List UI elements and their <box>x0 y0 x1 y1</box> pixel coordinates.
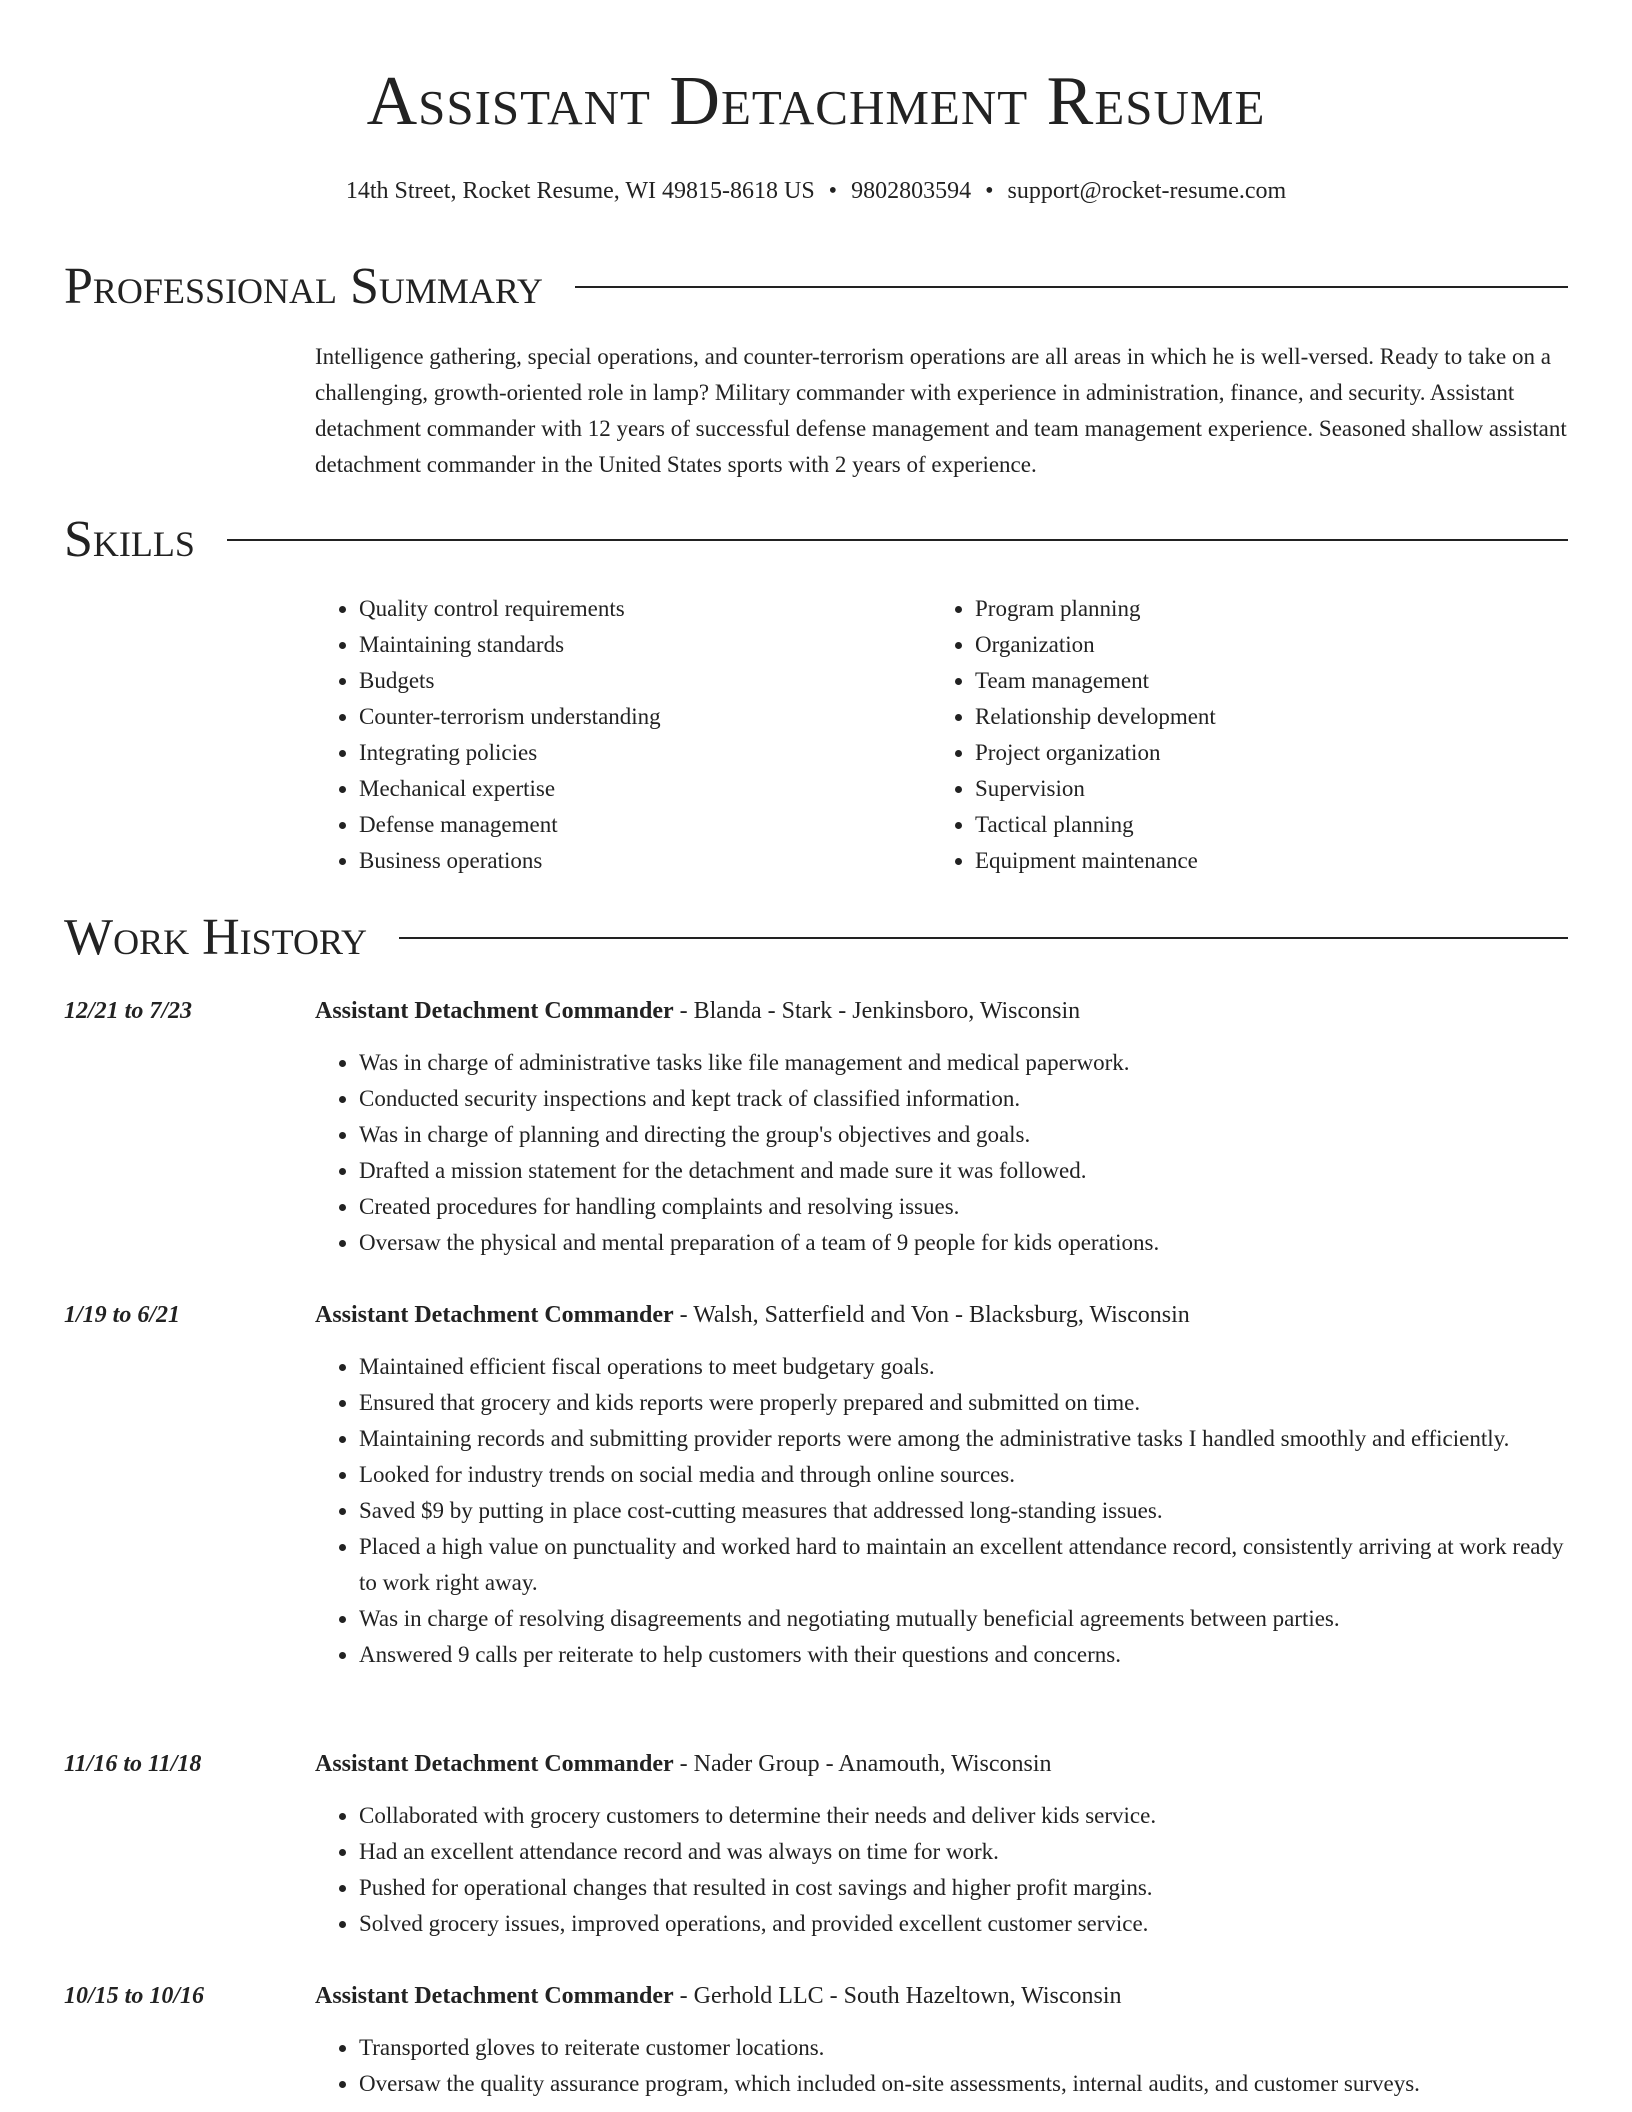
skill-item: • Defense management <box>359 807 931 843</box>
job-heading <box>315 1297 1568 1333</box>
skill-item: • Relationship development <box>975 699 1547 735</box>
job-heading <box>315 993 1568 1029</box>
job-employer: - Walsh, Satterfield and Von - Blacksburg, Wisconsin <box>673 1302 1190 1328</box>
job-bullet: • Ensured that grocery and kids reports were properly prepared and submitted on time. <box>359 1385 1568 1421</box>
job-bullet: • Looked for industry trends on social media and through online sources. <box>359 1457 1568 1493</box>
skill-item: • Counter-terrorism understanding <box>359 699 931 735</box>
section-divider <box>575 286 1568 288</box>
job-dates: 11/16 to 11/18 <box>64 1751 202 1777</box>
summary-section-header <box>64 254 1568 320</box>
job-employer: - Nader Group - Anamouth, Wisconsin <box>673 1751 1052 1777</box>
job-bullets <box>315 1798 1568 1942</box>
skill-item: • Program planning <box>975 591 1547 627</box>
skill-item: • Equipment maintenance <box>975 843 1547 879</box>
job-bullet: • Pushed for operational changes that resulted in cost savings and higher profit margins. <box>359 1870 1568 1906</box>
job-bullet: • Maintained efficient fiscal operations to meet budgetary goals. <box>359 1349 1568 1385</box>
job-title: Assistant Detachment Commander <box>315 1302 674 1328</box>
section-divider <box>227 539 1568 541</box>
contact-phone: 9802803594 <box>851 178 972 204</box>
resume-title: Assistant Detachment Resume <box>366 63 1266 140</box>
skill-item: • Integrating policies <box>359 735 931 771</box>
job-bullet: • Placed a high value on punctuality and worked hard to maintain an excellent attendance record, consistently arriving at work ready to work right away. <box>359 1529 1568 1601</box>
job-bullet: • Was in charge of administrative tasks like file management and medical paperwork. <box>359 1045 1568 1081</box>
job-bullet: • Conducted security inspections and kept track of classified information. <box>359 1081 1568 1117</box>
job-title: Assistant Detachment Commander <box>315 998 674 1024</box>
skill-item: • Maintaining standards <box>359 627 931 663</box>
job-bullets <box>315 2030 1568 2102</box>
job-employer: - Blanda - Stark - Jenkinsboro, Wisconsin <box>673 998 1081 1024</box>
job-bullet: • Oversaw the physical and mental preparation of a team of 9 people for kids operations. <box>359 1225 1568 1261</box>
job-bullet: • Solved grocery issues, improved operations, and provided excellent customer service. <box>359 1906 1568 1942</box>
skills-column-right <box>931 591 1547 879</box>
job-bullet: • Created procedures for handling complaints and resolving issues. <box>359 1189 1568 1225</box>
job-bullet: • Transported gloves to reiterate customer locations. <box>359 2030 1568 2066</box>
job-heading <box>315 1978 1568 2014</box>
job-title: Assistant Detachment Commander <box>315 1983 674 2009</box>
skills-list <box>315 591 1568 879</box>
skill-item: • Budgets <box>359 663 931 699</box>
job-bullet: • Had an excellent attendance record and was always on time for work. <box>359 1834 1568 1870</box>
job-bullet: • Was in charge of resolving disagreements and negotiating mutually beneficial agreements between parties. <box>359 1601 1568 1637</box>
job-bullet: • Was in charge of planning and directing the group's objectives and goals. <box>359 1117 1568 1153</box>
section-title-skills: Skills <box>64 511 195 568</box>
job-bullet: • Drafted a mission statement for the detachment and made sure it was followed. <box>359 1153 1568 1189</box>
job-dates: 10/15 to 10/16 <box>64 1983 205 2009</box>
job-bullet: • Saved $9 by putting in place cost-cutting measures that addressed long-standing issues. <box>359 1493 1568 1529</box>
job-bullet: • Answered 9 calls per reiterate to help customers with their questions and concerns. <box>359 1637 1568 1673</box>
skills-section-header <box>64 507 1568 573</box>
work-section-header <box>64 905 1568 971</box>
job-heading <box>315 1746 1568 1782</box>
skill-item: • Quality control requirements <box>359 591 931 627</box>
job-dates: 12/21 to 7/23 <box>64 998 193 1024</box>
skill-item: • Organization <box>975 627 1547 663</box>
summary-text: Intelligence gathering, special operations, and counter-terrorism operations are all areas in which he is well-versed. Ready to take on a challenging, growth-oriented role in lamp? Military commander with experience in administration, finance, and security. Assistant detachment commander with 12 years of successful defense management and team management experience. Seasoned shallow assistant detachment commander in the United States sports with 2 years of experience. <box>315 344 1567 477</box>
contact-email: support@rocket-resume.com <box>1007 178 1287 204</box>
section-divider <box>399 937 1568 939</box>
contact-line <box>0 176 1632 206</box>
job-bullet: • Maintaining records and submitting provider reports were among the administrative tasks I handled smoothly and efficiently. <box>359 1421 1568 1457</box>
job-dates: 1/19 to 6/21 <box>64 1302 181 1328</box>
skill-item: • Team management <box>975 663 1547 699</box>
job-bullets <box>315 1349 1568 1673</box>
skill-item: • Project organization <box>975 735 1547 771</box>
job-title: Assistant Detachment Commander <box>315 1751 674 1777</box>
skill-item: • Mechanical expertise <box>359 771 931 807</box>
section-title-summary: Professional Summary <box>64 258 543 315</box>
contact-separator: • <box>985 178 994 204</box>
contact-separator: • <box>828 178 838 204</box>
contact-address: 14th Street, Rocket Resume, WI 49815-8618 US <box>345 178 815 204</box>
skill-item: • Tactical planning <box>975 807 1547 843</box>
job-employer: - Gerhold LLC - South Hazeltown, Wisconsin <box>673 1983 1122 2009</box>
section-title-work: Work History <box>64 909 368 966</box>
skill-item: • Business operations <box>359 843 931 879</box>
skill-item: • Supervision <box>975 771 1547 807</box>
job-bullet: • Collaborated with grocery customers to determine their needs and deliver kids service. <box>359 1798 1568 1834</box>
job-bullets <box>315 1045 1568 1261</box>
job-bullet: • Oversaw the quality assurance program, which included on-site assessments, internal audits, and customer surveys. <box>359 2066 1568 2102</box>
skills-column-left <box>315 591 931 879</box>
